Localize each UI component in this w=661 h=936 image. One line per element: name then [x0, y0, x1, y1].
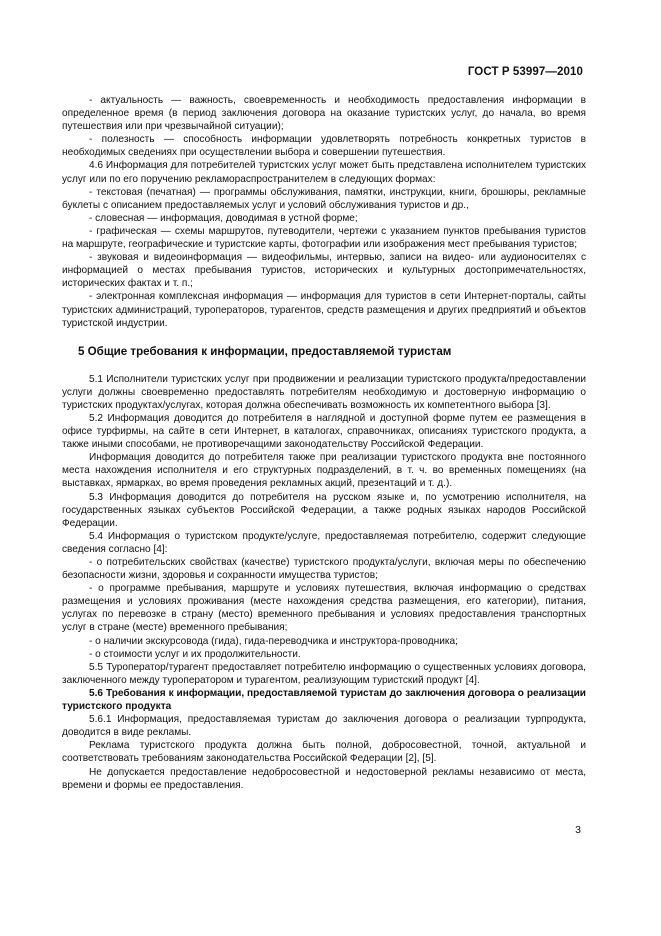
page-body: [62, 94, 586, 792]
clause-5-5: 5.5 Туроператор/турагент предоставляет потребителю информацию о существенных условиях договора, заключенного между туроператором и турагентом, реализующим туристский продукт [4].: [62, 661, 586, 686]
list-item: - актуальность — важность, своевременность и необходимость предоставления информации в определенное время (в период заключения договора на оказание туристских услуг, до начала, во время путешествия или при чрезвычайной ситуации);: [62, 95, 586, 133]
paragraph: Информация доводится до потребителя также при реализации туристского продукта вне постоянного места нахождения исполнителя и его структурных подразделений, в т. ч. во временных помещениях (на выставках, ярмарках, во время проведения рекламных акций, презентаций и т. д.).: [62, 452, 586, 490]
list-item: - о потребительских свойствах (качестве) туристского продукта/услуги, включая меры по обеспечению безопасности жизни, здоровья и сохранности имущества туристов;: [62, 557, 586, 582]
section-heading: 5 Общие требования к информации, предоставляемой туристам: [78, 344, 452, 358]
list-item: - текстовая (печатная) — программы обслуживания, памятки, инструкции, книги, брошюры, рекламные буклеты с описанием предоставляемых услуг и условий обслуживания туристов и др.,: [62, 186, 586, 211]
clause-5-4: 5.4 Информация о туристском продукте/услуге, предоставляемая потребителю, содержит следующие сведения согласно [4]:: [62, 530, 586, 555]
list-item: - звуковая и видеоинформация — видеофильмы, интервью, записи на видео- или аудионосителях с информацией о местах пребывания туристов, исторических и культурных достопримечательностях, исторических фактах и т. п.;: [62, 252, 586, 290]
list-item: - графическая — схемы маршрутов, путеводители, чертежи с указанием пунктов пребывания туристов на маршруте, географические и туристские карты, фотографии или изображения мест пребывания туристов;: [62, 225, 586, 251]
subsection-heading: 5.6 Требования к информации, предоставляемой туристам до заключения договора о реализации туристского продукта: [62, 687, 586, 713]
list-item: - электронная комплексная информация — информация для туристов в сети Интернет-порталы, сайты туристских администраций, туроператоров, турагентов, средств размещения и других предприятий и объектов туристской индустрии.: [62, 291, 586, 329]
list-item: - о стоимости услуг и их продолжительности.: [89, 648, 301, 660]
list-item: - полезность — способность информации удовлетворять потребность конкретных туристов в необходимых сведениях при осуществлении выбора и совершении путешествия.: [62, 134, 586, 159]
list-item: - о программе пребывания, маршруте и условиях путешествия, включая информацию о средствах размещения и условиях проживания (месте нахождения средства размещения, его категории), питания, услугах по перевозке в страну (место) временного пребывания и условиях предоставления транспортных услуг в стране (месте) временного пребывания;: [62, 583, 586, 634]
page-number: 3: [575, 824, 581, 836]
clause-5-1: 5.1 Исполнители туристских услуг при продвижении и реализации туристского продукта/предоставлении услуги должны своевременно предоставлять потребителям необходимую и достоверную информацию о туристских продуктах/услугах, которая должна обеспечивать возможность их компетентного выбора [3].: [62, 373, 586, 411]
standard-designation: ГОСТ Р 53997—2010: [467, 66, 583, 78]
paragraph: Не допускается предоставление недобросовестной и недостоверной рекламы независимо от места, времени и формы ее предоставления.: [62, 766, 586, 791]
list-item: - о наличии экскурсовода (гида), гида-переводчика и инструктора-проводника;: [89, 635, 458, 647]
paragraph: Реклама туристского продукта должна быть полной, добросовестной, точной, актуальной и соответствовать требованиям законодательства Российской Федерации [2], [5].: [62, 740, 586, 765]
clause-4-6: 4.6 Информация для потребителей туристских услуг может быть представлена исполнителем туристских услуг или по его поручению рекламораспространителем в следующих формах:: [62, 160, 586, 185]
list-item: - словесная — информация, доводимая в устной форме;: [89, 212, 358, 224]
clause-5-3: 5.3 Информация доводится до потребителя на русском языке и, по усмотрению исполнителя, на государственных языках субъектов Российской Федерации, а также родных языках народов Российской Федерации.: [62, 491, 586, 529]
clause-5-6-1: 5.6.1 Информация, предоставляемая туристам до заключения договора о реализации турпродукта, доводится в виде рекламы.: [62, 714, 586, 739]
clause-5-2: 5.2 Информация доводится до потребителя в наглядной и доступной форме путем ее размещения в офисе турфирмы, на сайте в сети Интернет, в каталогах, справочниках, описаниях туристского продукта, а также иными способами, не противоречащими законодательству Российской Федерации.: [62, 412, 586, 451]
